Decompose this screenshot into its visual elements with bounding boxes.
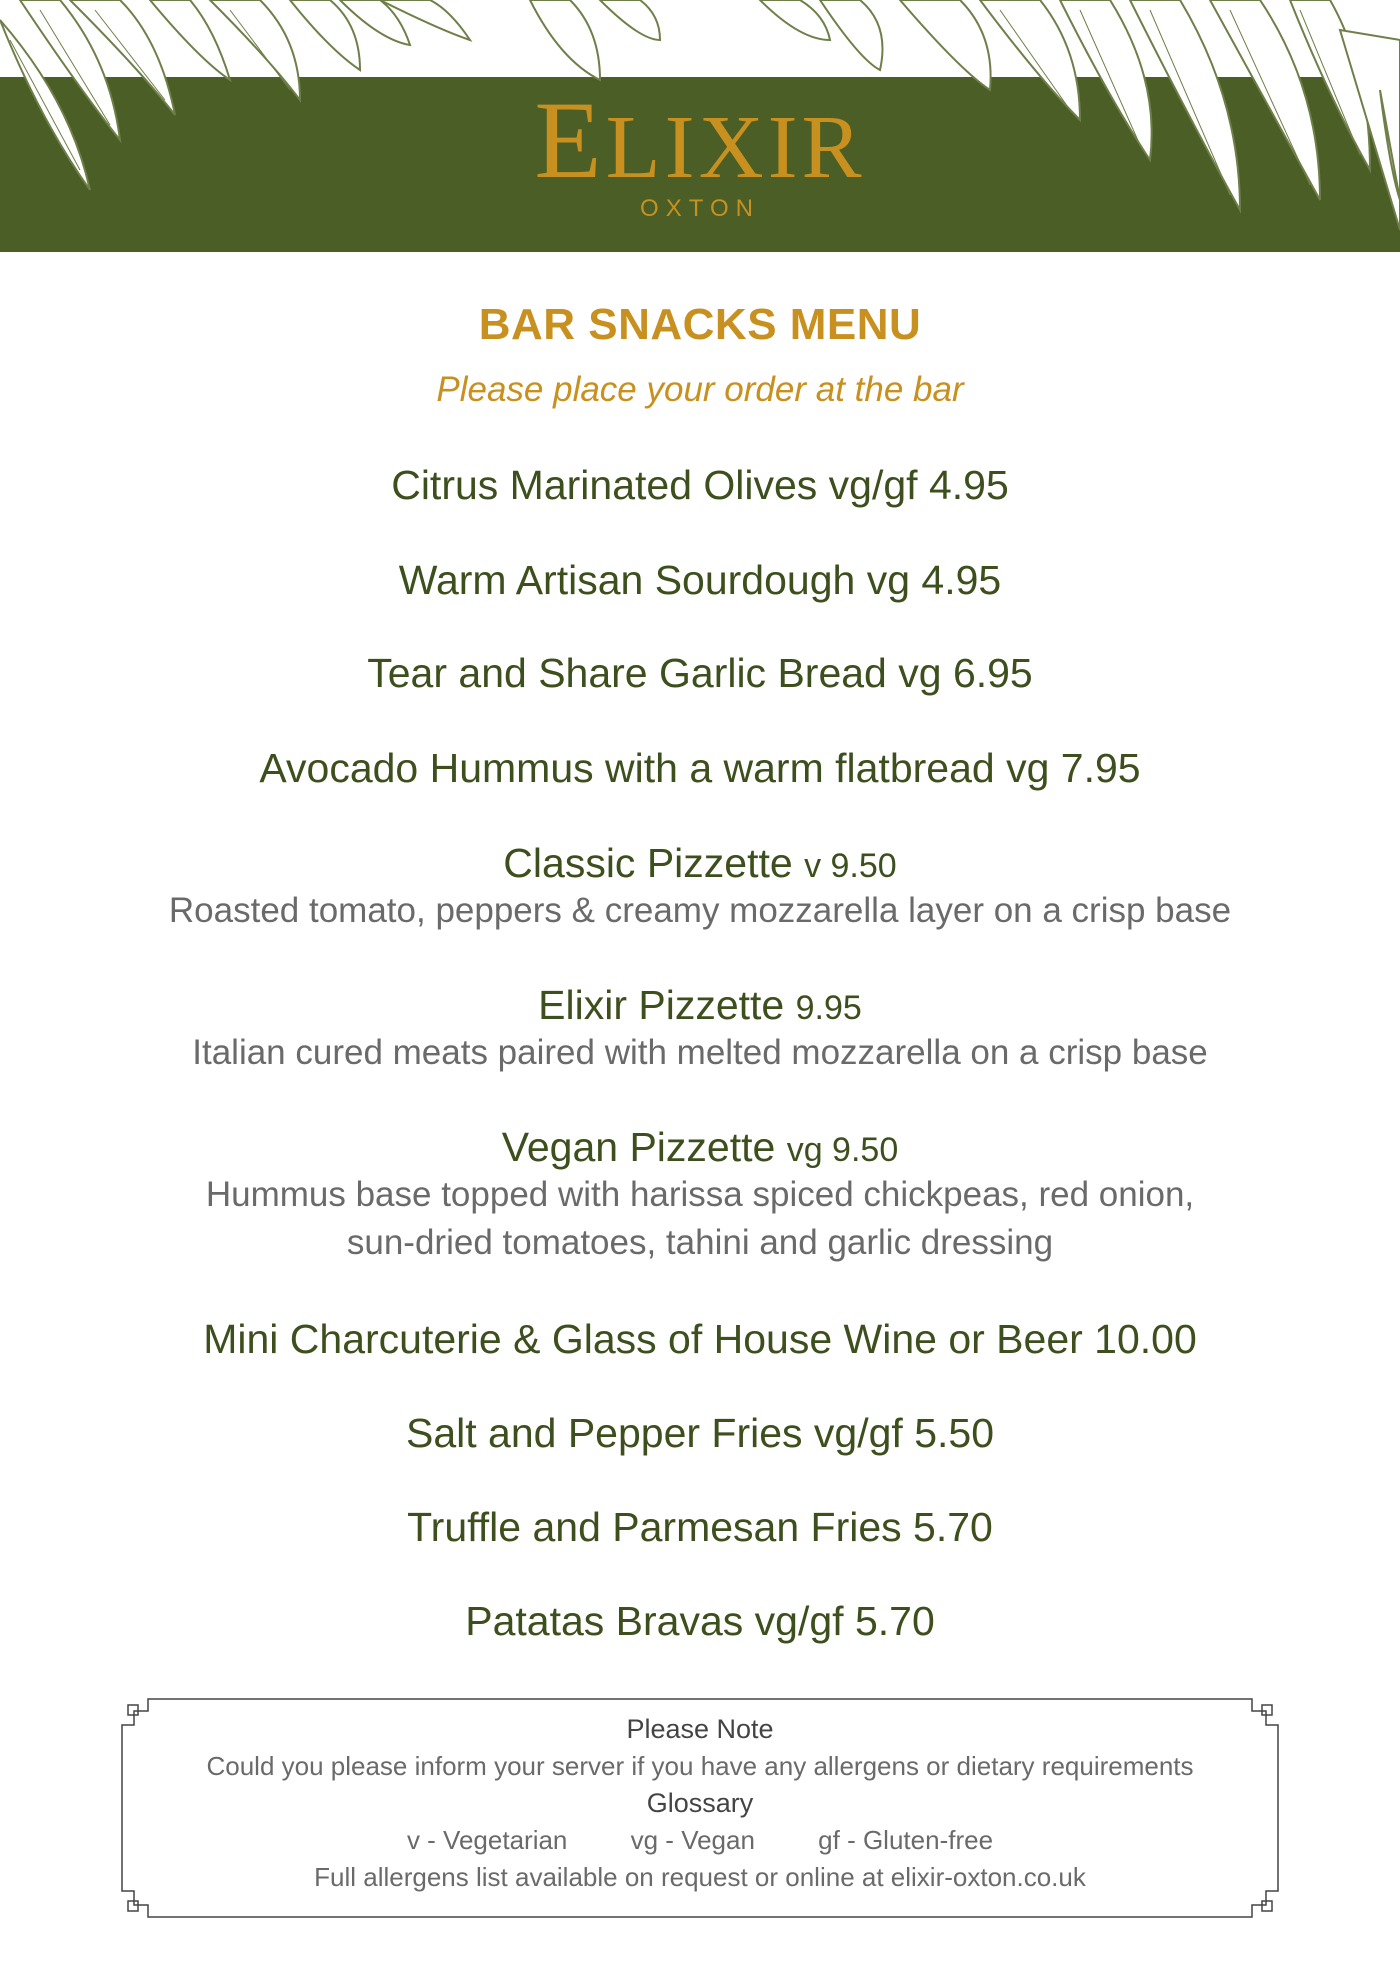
menu-item xyxy=(0,557,1400,604)
menu-item-name: Tear and Share Garlic Bread vg 6.95 xyxy=(367,650,1033,696)
menu-item-price: vg 9.50 xyxy=(786,1131,899,1169)
menu-item-name: Avocado Hummus with a warm flatbread vg 7.95 xyxy=(259,745,1141,791)
menu-item-name-row xyxy=(0,1124,1400,1171)
glossary-item-vegan: vg - Vegan xyxy=(630,1825,755,1855)
menu-item xyxy=(0,462,1400,509)
menu-item-description-line2: sun-dried tomatoes, tahini and garlic dressing xyxy=(346,1223,1054,1262)
menu-item-name: Elixir Pizzette xyxy=(538,982,785,1028)
menu-item-name: Classic Pizzette xyxy=(503,840,793,886)
glossary-heading: Glossary xyxy=(646,1788,754,1818)
glossary-row xyxy=(120,1822,1280,1859)
menu-item-price: 9.95 xyxy=(795,989,862,1027)
note-content xyxy=(120,1711,1280,1896)
menu-item-name-row xyxy=(0,982,1400,1029)
menu-item xyxy=(0,1410,1400,1457)
menu-item-price: v 9.50 xyxy=(804,847,897,885)
menu-item xyxy=(0,1598,1400,1645)
menu-item-name: Salt and Pepper Fries vg/gf 5.50 xyxy=(405,1410,994,1456)
menu-item-name: Truffle and Parmesan Fries 5.70 xyxy=(407,1504,993,1550)
menu-item-name: Citrus Marinated Olives vg/gf 4.95 xyxy=(391,462,1009,508)
menu-item-name: Patatas Bravas vg/gf 5.70 xyxy=(465,1598,935,1644)
menu-item xyxy=(0,1124,1400,1267)
brand-first-letter: E xyxy=(534,79,606,201)
menu-subtitle: Please place your order at the bar xyxy=(436,370,964,409)
menu-item xyxy=(0,1504,1400,1551)
header xyxy=(0,0,1400,252)
note-box xyxy=(120,1697,1280,1919)
brand-location: OXTON xyxy=(640,195,760,222)
brand-rest: LIXIR xyxy=(605,98,866,197)
menu-item xyxy=(0,982,1400,1077)
brand-name xyxy=(0,79,1400,201)
menu-item-name: Vegan Pizzette xyxy=(501,1124,776,1170)
menu-item-description: Italian cured meats paired with melted mozzarella on a crisp base xyxy=(192,1033,1208,1072)
note-text: Could you please inform your server if you have any allergens or dietary requirements xyxy=(206,1751,1194,1781)
glossary-item-gluten-free: gf - Gluten-free xyxy=(818,1825,994,1855)
menu-item-name: Mini Charcuterie & Glass of House Wine or Beer 10.00 xyxy=(203,1316,1197,1362)
menu-item xyxy=(0,745,1400,792)
menu-item xyxy=(0,650,1400,697)
menu-item-description: Roasted tomato, peppers & creamy mozzarella layer on a crisp base xyxy=(168,891,1232,930)
glossary-item-vegetarian: v - Vegetarian xyxy=(406,1825,568,1855)
note-heading: Please Note xyxy=(626,1714,774,1744)
menu-item-description: Hummus base topped with harissa spiced chickpeas, red onion, xyxy=(205,1175,1195,1214)
brand-logo xyxy=(0,79,1400,223)
menu-item-name: Warm Artisan Sourdough vg 4.95 xyxy=(398,557,1002,603)
note-footer: Full allergens list available on request or online at elixir-oxton.co.uk xyxy=(314,1862,1086,1892)
menu-item xyxy=(0,840,1400,935)
menu-title: BAR SNACKS MENU xyxy=(478,300,922,349)
menu-item-name-row xyxy=(0,840,1400,887)
menu-item xyxy=(0,1316,1400,1363)
